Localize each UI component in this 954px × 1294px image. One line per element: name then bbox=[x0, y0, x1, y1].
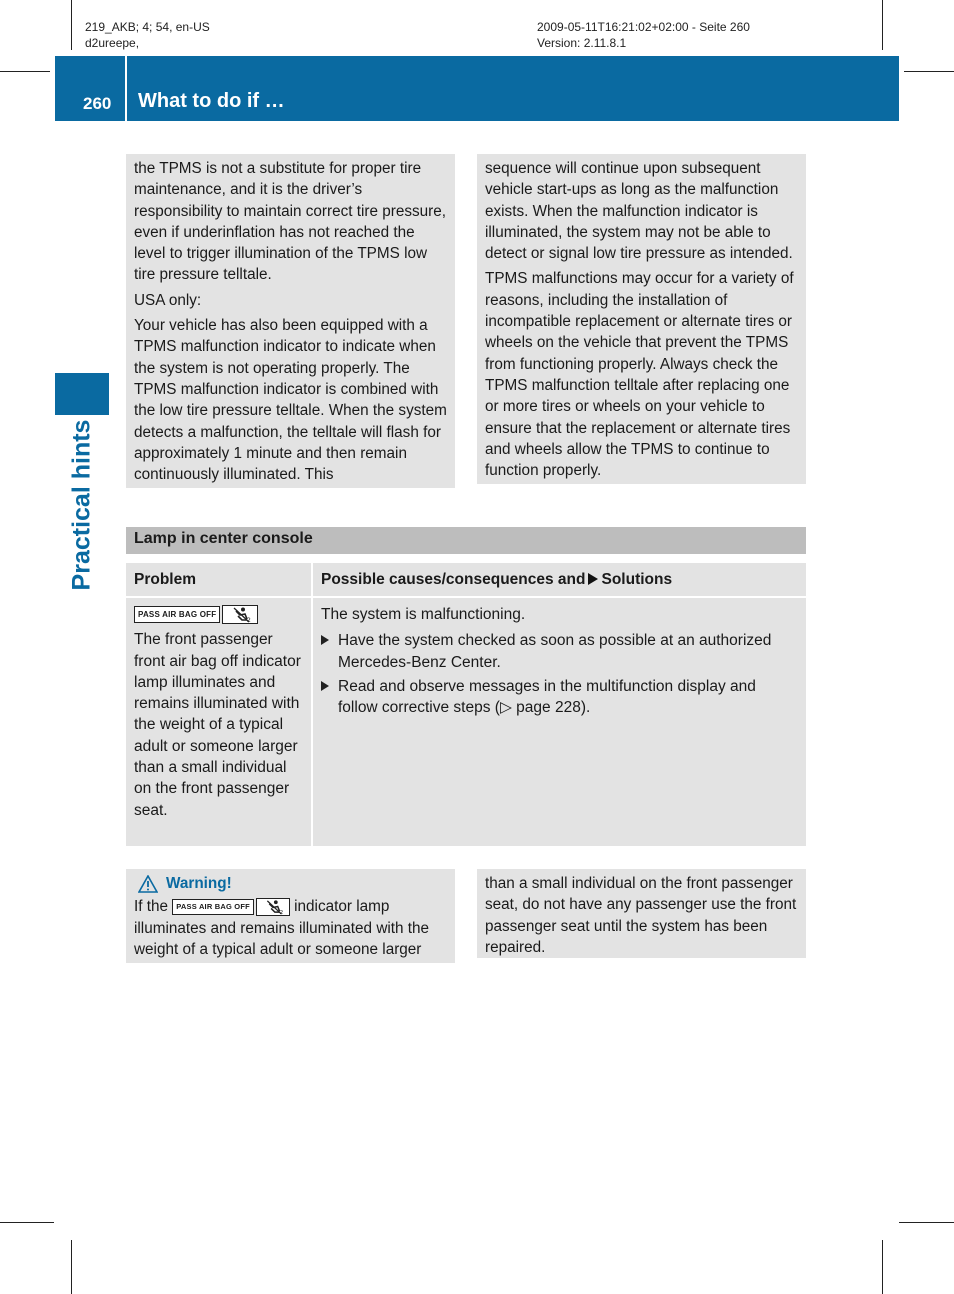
crop-mark bbox=[882, 0, 883, 50]
crop-mark bbox=[882, 1240, 883, 1294]
paragraph: Your vehicle has also been equipped with a TPMS malfunction indicator to indicate when the system is not operating properly. The TPMS malfunction indicator is combined with the low tire pressure telltale. When the system detects a malfunction, the telltale will flash for approximately 1 minute and then remain continuously illuminated. This bbox=[134, 317, 447, 484]
problem-cell bbox=[126, 598, 311, 846]
solution-step bbox=[321, 630, 798, 673]
page-number: 260 bbox=[83, 94, 112, 113]
crop-mark bbox=[899, 1222, 954, 1223]
solution-step bbox=[321, 676, 798, 719]
pass-air-bag-off-icon: PASS AIR BAG OFF bbox=[134, 606, 220, 623]
column-header-label: Problem bbox=[134, 571, 197, 588]
section-title: What to do if … bbox=[138, 90, 285, 112]
passenger-seat-icon bbox=[222, 605, 258, 624]
warning-text-part: indicator lamp illuminates and remains illuminated with the weight of a typical adult or someone larger bbox=[134, 898, 430, 958]
warning-title: Warning! bbox=[166, 875, 232, 892]
crop-mark bbox=[71, 0, 72, 50]
warning-triangle-icon bbox=[138, 875, 158, 893]
warning-box-right bbox=[477, 869, 806, 958]
bullet-arrow-icon bbox=[321, 681, 329, 691]
column-header-causes bbox=[313, 563, 806, 596]
paragraph: the TPMS is not a substitute for proper tire maintenance, and it is the driver’s responsibility to maintain correct tire pressure, even if underinflation has not reached the level to trigger illumination of the TPMS low tire pressure telltale. bbox=[134, 160, 447, 284]
cause-text: The system is malfunctioning. bbox=[321, 606, 526, 623]
meta-line: Version: 2.11.8.1 bbox=[537, 36, 627, 50]
warning-text-part: If the bbox=[134, 898, 169, 916]
meta-line: d2ureepe, bbox=[85, 36, 140, 50]
indicator-icons bbox=[134, 604, 303, 625]
header-banner bbox=[55, 56, 899, 121]
solution-cell bbox=[313, 598, 806, 846]
solution-step-text: Read and observe messages in the multifunction display and follow corrective steps (▷ page 228). bbox=[338, 677, 756, 717]
warning-text bbox=[134, 896, 448, 960]
intro-box-left bbox=[126, 154, 455, 488]
warning-heading bbox=[138, 873, 448, 894]
paragraph: USA only: bbox=[134, 291, 202, 309]
arrow-right-icon bbox=[588, 573, 598, 585]
solution-step-text: Have the system checked as soon as possible at an authorized Mercedes-Benz Center. bbox=[338, 632, 772, 671]
paragraph: TPMS malfunctions may occur for a variety of reasons, including the installation of incompatible replacement or alternate tires or wheels on the vehicle that prevent the TPMS from functioning properly. Always check the TPMS malfunction telltale after replacing one or more tires or wheels on your vehicle to ensure that the replacement or alternate tires and wheels allow the TPMS to continue to function properly. bbox=[485, 270, 794, 480]
table-title: Lamp in center console bbox=[126, 527, 806, 554]
intro-box-right bbox=[477, 154, 806, 484]
paragraph: sequence will continue upon subsequent vehicle start-ups as long as the malfunction exists. When the malfunction indicator is illuminated, the system may not be able to detect or signal low tire pressure as intended. bbox=[485, 160, 793, 263]
column-header-label: Possible causes/consequences and bbox=[321, 571, 586, 588]
side-tab-marker bbox=[55, 373, 109, 415]
bullet-arrow-icon bbox=[321, 635, 329, 645]
passenger-seat-icon bbox=[256, 898, 290, 916]
crop-mark bbox=[904, 71, 954, 72]
crop-mark bbox=[0, 1222, 54, 1223]
column-header-problem bbox=[126, 563, 311, 596]
meta-line: 219_AKB; 4; 54, en-US bbox=[85, 20, 210, 34]
print-meta-right bbox=[537, 19, 750, 51]
side-chapter-title: Practical hints bbox=[67, 419, 96, 591]
header-divider bbox=[125, 56, 127, 121]
problem-description: The front passenger front air bag off indicator lamp illuminates and remains illuminated with the weight of a typical adult or someone larger than a small individual on the front passenger seat. bbox=[134, 631, 301, 819]
warning-continued-text: than a small individual on the front passenger seat, do not have any passenger use the front passenger seat until the system has been repaired. bbox=[485, 875, 797, 956]
crop-mark bbox=[71, 1240, 72, 1294]
svg-text:2: 2 bbox=[247, 617, 252, 624]
crop-mark bbox=[0, 71, 50, 72]
svg-text:2: 2 bbox=[279, 910, 284, 916]
print-meta-left bbox=[85, 19, 210, 51]
meta-line: 2009-05-11T16:21:02+02:00 - Seite 260 bbox=[537, 20, 750, 34]
column-header-label: Solutions bbox=[601, 571, 673, 588]
warning-box-left bbox=[126, 869, 455, 963]
pass-air-bag-off-icon: PASS AIR BAG OFF bbox=[172, 899, 254, 915]
